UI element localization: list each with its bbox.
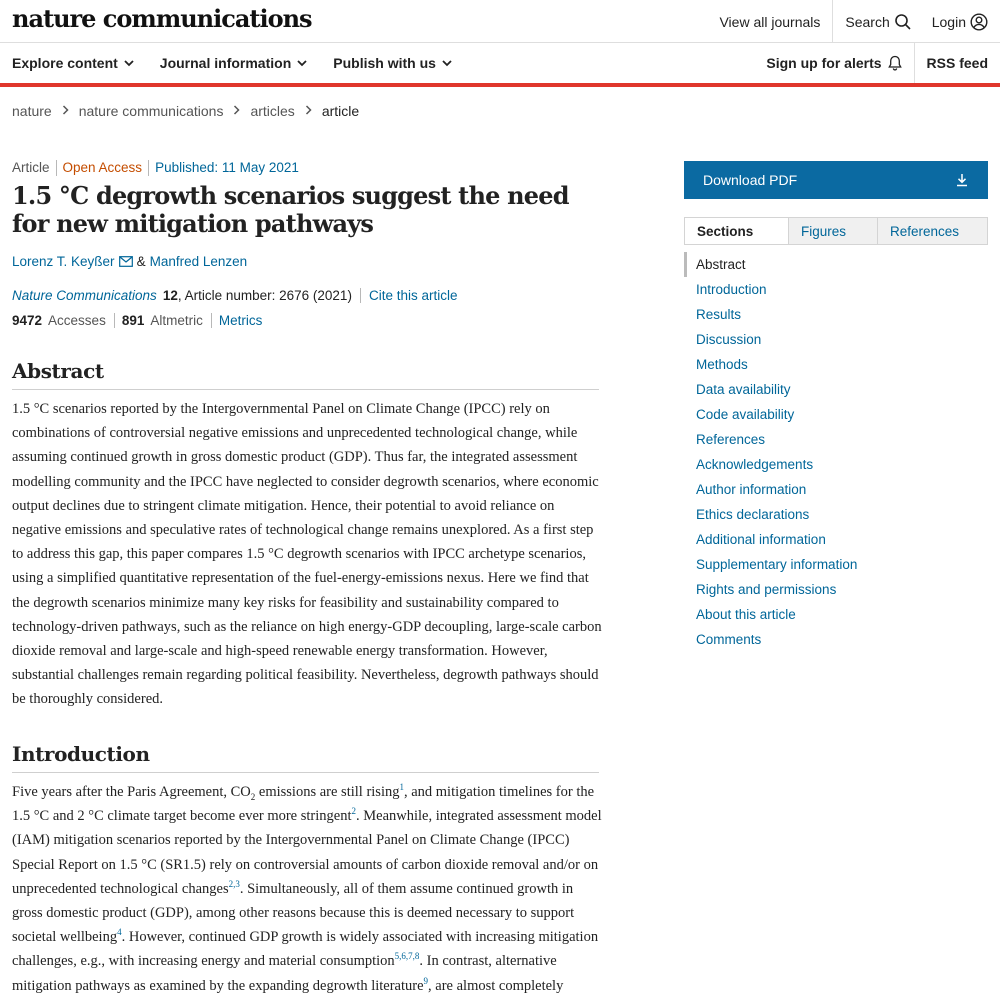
chevron-right-icon (305, 104, 312, 118)
author-link[interactable]: Manfred Lenzen (149, 254, 248, 269)
journal-information-label: Journal information (159, 55, 292, 71)
chevron-down-icon (442, 59, 452, 67)
intro-text-span: . Simultaneously, all of them assume continued growth in gross domestic product (GDP), among other reasons because this is deemed necessary to support societal wellbeing (12, 880, 575, 946)
article-type: Article (12, 160, 50, 175)
author-separator: & (136, 254, 146, 269)
sections-list (684, 252, 988, 652)
reference-link[interactable]: 9 (423, 975, 429, 986)
article-meta (12, 160, 305, 176)
journal-name[interactable]: Nature Communications (12, 288, 157, 303)
intro-text-span: . However, continued GDP growth is widely associated with increasing mitigation challenges, e.g., with increasing energy and material consumption (12, 929, 599, 970)
section-link-rights-and-permissions[interactable]: Rights and permissions (696, 582, 837, 597)
breadcrumb-article: article (321, 103, 360, 119)
section-link-code-availability[interactable]: Code availability (696, 407, 795, 422)
section-link-data-availability[interactable]: Data availability (696, 382, 791, 397)
intro-text-span: Five years after the Paris Agreement, CO (12, 784, 251, 800)
chevron-right-icon (233, 104, 240, 118)
section-link-references[interactable]: References (696, 432, 766, 447)
breadcrumb-nature-communications[interactable]: nature communications (78, 103, 224, 119)
user-icon (970, 13, 988, 31)
login-label: Login (931, 13, 966, 30)
download-icon (956, 173, 968, 187)
view-all-journals-link[interactable]: View all journals (719, 13, 821, 30)
altmetric-label: Altmetric (150, 313, 203, 328)
intro-text-span: . In contrast, alternative mitigation pathways as examined by the expanding degrowth literature (12, 953, 557, 994)
nav-menu (12, 43, 452, 83)
section-link-methods[interactable]: Methods (696, 357, 748, 372)
explore-content-label: Explore content (12, 55, 118, 71)
reference-link[interactable]: 5,6,7,8 (394, 951, 420, 962)
section-link-ethics-declarations[interactable]: Ethics declarations (696, 507, 810, 522)
publish-with-us-menu[interactable] (333, 55, 452, 71)
introduction-heading: Introduction (12, 742, 599, 773)
main-nav (0, 43, 1000, 87)
sidebar-tabs (684, 217, 988, 245)
section-link-supplementary-information[interactable]: Supplementary information (696, 557, 858, 572)
bell-icon (888, 55, 902, 71)
top-bar (0, 0, 1000, 43)
author-link[interactable]: Lorenz T. Keyßer (12, 254, 115, 269)
abstract-heading: Abstract (12, 359, 599, 390)
article-metrics (12, 313, 262, 328)
sign-up-alerts-button[interactable] (754, 55, 913, 71)
section-link-acknowledgements[interactable]: Acknowledgements (696, 457, 814, 472)
tab-references[interactable]: References (877, 218, 987, 244)
metrics-link[interactable]: Metrics (211, 313, 263, 328)
accesses-label: Accesses (48, 313, 106, 328)
section-link-about-this-article[interactable]: About this article (696, 607, 796, 622)
nav-right (754, 43, 1000, 83)
rss-feed-link[interactable]: RSS feed (926, 55, 988, 71)
reference-link[interactable]: 1 (399, 782, 404, 793)
section-link-introduction[interactable]: Introduction (696, 282, 767, 297)
chevron-down-icon (124, 59, 134, 67)
introduction-text (12, 780, 602, 998)
site-logo[interactable]: nature communications (12, 4, 312, 33)
breadcrumb-nature[interactable]: nature (12, 103, 52, 119)
search-button[interactable] (833, 0, 923, 43)
section-link-author-information[interactable]: Author information (696, 482, 807, 497)
publish-with-us-label: Publish with us (333, 55, 436, 71)
altmetric-count: 891 (114, 313, 145, 328)
cite-this-article-link[interactable]: Cite this article (360, 288, 458, 303)
email-icon[interactable] (119, 256, 133, 267)
article-number: , Article number: 2676 (2021) (177, 288, 352, 303)
open-access-badge[interactable]: Open Access (56, 160, 149, 176)
top-right-links (707, 0, 1000, 43)
section-link-additional-information[interactable]: Additional information (696, 532, 826, 547)
volume-number: 12 (162, 288, 178, 303)
tab-sections[interactable]: Sections (685, 218, 788, 244)
intro-text-span: . Meanwhile, integrated assessment model (IAM) mitigation scenarios reported by the Intergovernmental Panel on Climate Change (IPCC) Special Report on 1.5 °C (SR1.5) rely on controversial amounts of carbon dioxide removal and/or on unprecedented technological changes (12, 808, 602, 897)
section-link-comments[interactable]: Comments (696, 632, 762, 647)
reference-link[interactable]: 2 (351, 806, 356, 817)
download-pdf-button[interactable] (684, 161, 988, 199)
sign-up-alerts-label: Sign up for alerts (766, 55, 882, 71)
citation-line (12, 288, 457, 303)
subscript: 2 (250, 791, 256, 802)
abstract-text: 1.5 °C scenarios reported by the Intergovernmental Panel on Climate Change (IPCC) rely on combinations of controversial negative emissions and unprecedented technological change, while assuming continued growth in gross domestic product (GDP). Thus far, the integrated assessment modelling community and the IPCC have neglected to consider degrowth scenarios, where economic output declines due to stringent climate mitigation. Hence, their potential to avoid reliance on negative emissions and speculative rates of technological change remains unexplored. As a first step to address this gap, this paper compares 1.5 °C degrowth scenarios with IPCC archetype scenarios, using a simplified quantitative representation of the fuel-energy-emissions nexus. Here we find that the degrowth scenarios minimize many key risks for feasibility and sustainability compared to technology-driven pathways, such as the reliance on high energy-GDP decoupling, large-scale carbon dioxide removal and large-scale and high-speed renewable energy transformation. However, substantial challenges remain regarding political feasibility. Nevertheless, degrowth pathways should be thoroughly considered. (12, 401, 602, 708)
intro-text-span: , are almost completely (428, 977, 564, 994)
search-label: Search (845, 13, 890, 30)
journal-information-menu[interactable] (160, 55, 307, 71)
tab-figures[interactable]: Figures (788, 218, 877, 244)
breadcrumb (12, 103, 359, 119)
login-button[interactable] (924, 0, 1000, 43)
author-list (12, 254, 247, 269)
section-link-results[interactable]: Results (696, 307, 742, 322)
section-link-abstract[interactable]: Abstract (684, 252, 988, 277)
reference-link[interactable]: 2,3 (228, 878, 240, 889)
breadcrumb-articles[interactable]: articles (250, 103, 295, 119)
intro-text-span: , and mitigation timelines for the 1.5 °C and 2 °C climate target become ever more stringent (12, 784, 595, 825)
chevron-right-icon (62, 104, 69, 118)
section-link-discussion[interactable]: Discussion (696, 332, 762, 347)
accesses-count: 9472 (12, 313, 43, 328)
download-pdf-label: Download PDF (703, 172, 798, 188)
article-title: 1.5 °C degrowth scenarios suggest the need for new mitigation pathways (12, 181, 569, 238)
intro-text-span: emissions are still rising (255, 784, 400, 800)
chevron-down-icon (297, 59, 307, 67)
reference-link[interactable]: 4 (117, 927, 122, 938)
published-date: Published: 11 May 2021 (148, 160, 305, 176)
explore-content-menu[interactable] (12, 55, 134, 71)
search-icon (894, 13, 912, 31)
